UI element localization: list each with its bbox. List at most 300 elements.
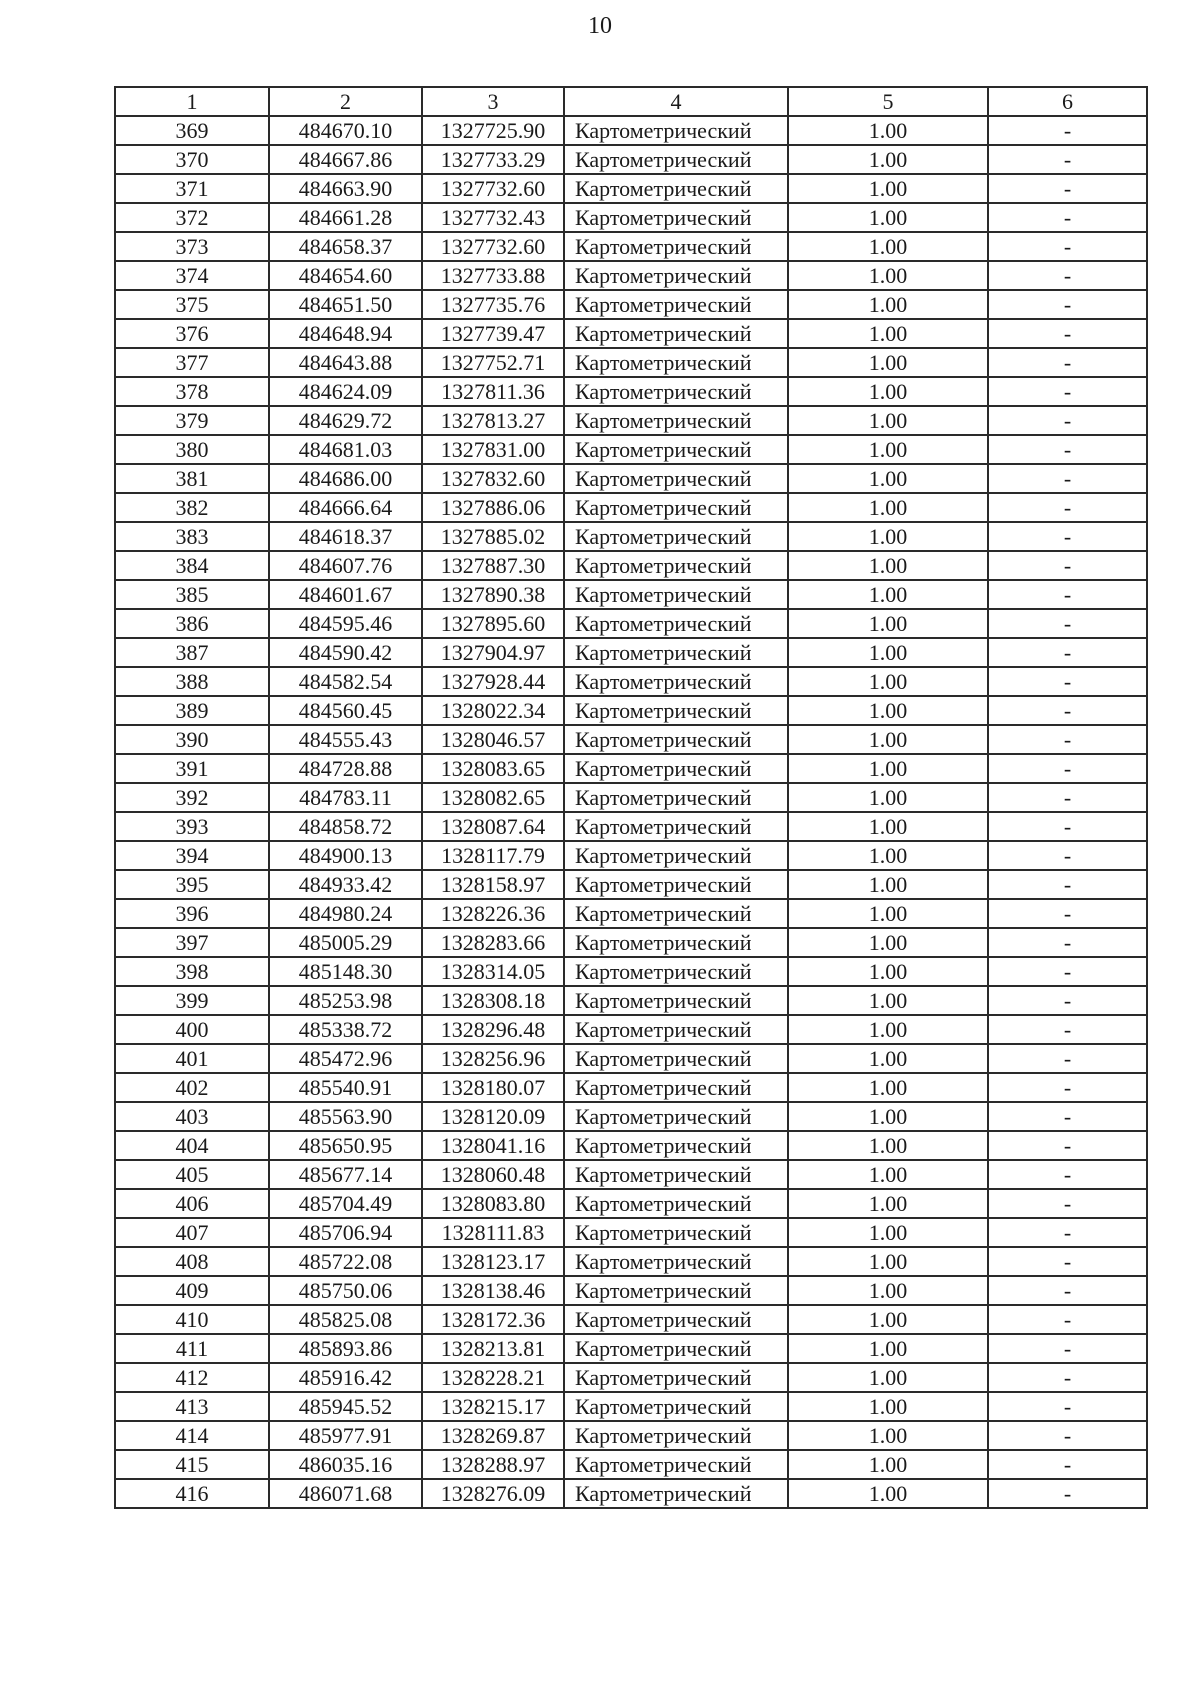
- y-coordinate-cell: 1327725.90: [422, 116, 564, 145]
- x-coordinate-cell: 485704.49: [269, 1189, 422, 1218]
- accuracy-cell: 1.00: [788, 1189, 988, 1218]
- column-header-4: 4: [564, 87, 788, 116]
- description-cell: -: [988, 754, 1147, 783]
- table-row: [115, 1421, 1147, 1450]
- description-cell: -: [988, 348, 1147, 377]
- point-number-cell: 377: [115, 348, 269, 377]
- description-cell: -: [988, 899, 1147, 928]
- y-coordinate-cell: 1327733.29: [422, 145, 564, 174]
- method-cell: Картометрический: [564, 1334, 788, 1363]
- x-coordinate-cell: 485977.91: [269, 1421, 422, 1450]
- accuracy-cell: 1.00: [788, 1392, 988, 1421]
- table-row: [115, 203, 1147, 232]
- table-row: [115, 609, 1147, 638]
- y-coordinate-cell: 1327887.30: [422, 551, 564, 580]
- point-number-cell: 415: [115, 1450, 269, 1479]
- point-number-cell: 370: [115, 145, 269, 174]
- table-row: [115, 667, 1147, 696]
- point-number-cell: 409: [115, 1276, 269, 1305]
- point-number-cell: 406: [115, 1189, 269, 1218]
- method-cell: Картометрический: [564, 174, 788, 203]
- x-coordinate-cell: 484728.88: [269, 754, 422, 783]
- x-coordinate-cell: 484667.86: [269, 145, 422, 174]
- method-cell: Картометрический: [564, 870, 788, 899]
- method-cell: Картометрический: [564, 986, 788, 1015]
- y-coordinate-cell: 1328215.17: [422, 1392, 564, 1421]
- x-coordinate-cell: 485148.30: [269, 957, 422, 986]
- coordinates-table: [114, 86, 1148, 1509]
- x-coordinate-cell: 484681.03: [269, 435, 422, 464]
- method-cell: Картометрический: [564, 1102, 788, 1131]
- method-cell: Картометрический: [564, 522, 788, 551]
- point-number-cell: 378: [115, 377, 269, 406]
- x-coordinate-cell: 484666.64: [269, 493, 422, 522]
- column-header-2: 2: [269, 87, 422, 116]
- method-cell: Картометрический: [564, 957, 788, 986]
- table-row: [115, 957, 1147, 986]
- method-cell: Картометрический: [564, 841, 788, 870]
- table-row: [115, 1363, 1147, 1392]
- x-coordinate-cell: 484595.46: [269, 609, 422, 638]
- method-cell: Картометрический: [564, 435, 788, 464]
- description-cell: -: [988, 1044, 1147, 1073]
- accuracy-cell: 1.00: [788, 986, 988, 1015]
- x-coordinate-cell: 484933.42: [269, 870, 422, 899]
- y-coordinate-cell: 1328180.07: [422, 1073, 564, 1102]
- x-coordinate-cell: 484607.76: [269, 551, 422, 580]
- description-cell: -: [988, 1450, 1147, 1479]
- table-row: [115, 754, 1147, 783]
- y-coordinate-cell: 1327831.00: [422, 435, 564, 464]
- description-cell: -: [988, 203, 1147, 232]
- table-row: [115, 290, 1147, 319]
- x-coordinate-cell: 485945.52: [269, 1392, 422, 1421]
- description-cell: -: [988, 493, 1147, 522]
- table-row: [115, 1479, 1147, 1508]
- x-coordinate-cell: 485472.96: [269, 1044, 422, 1073]
- x-coordinate-cell: 485750.06: [269, 1276, 422, 1305]
- table-row: [115, 812, 1147, 841]
- y-coordinate-cell: 1328123.17: [422, 1247, 564, 1276]
- accuracy-cell: 1.00: [788, 783, 988, 812]
- table-row: [115, 841, 1147, 870]
- point-number-cell: 381: [115, 464, 269, 493]
- x-coordinate-cell: 486071.68: [269, 1479, 422, 1508]
- method-cell: Картометрический: [564, 928, 788, 957]
- point-number-cell: 411: [115, 1334, 269, 1363]
- accuracy-cell: 1.00: [788, 696, 988, 725]
- description-cell: -: [988, 986, 1147, 1015]
- x-coordinate-cell: 484648.94: [269, 319, 422, 348]
- table-row: [115, 174, 1147, 203]
- table-row: [115, 1102, 1147, 1131]
- y-coordinate-cell: 1327895.60: [422, 609, 564, 638]
- method-cell: Картометрический: [564, 1189, 788, 1218]
- description-cell: -: [988, 1334, 1147, 1363]
- description-cell: -: [988, 696, 1147, 725]
- point-number-cell: 387: [115, 638, 269, 667]
- y-coordinate-cell: 1327904.97: [422, 638, 564, 667]
- x-coordinate-cell: 484624.09: [269, 377, 422, 406]
- x-coordinate-cell: 484783.11: [269, 783, 422, 812]
- table-row: [115, 406, 1147, 435]
- table-row: [115, 725, 1147, 754]
- x-coordinate-cell: 484643.88: [269, 348, 422, 377]
- point-number-cell: 382: [115, 493, 269, 522]
- description-cell: -: [988, 667, 1147, 696]
- method-cell: Картометрический: [564, 638, 788, 667]
- table-row: [115, 1247, 1147, 1276]
- y-coordinate-cell: 1327752.71: [422, 348, 564, 377]
- table-body: [115, 116, 1147, 1508]
- point-number-cell: 389: [115, 696, 269, 725]
- point-number-cell: 390: [115, 725, 269, 754]
- accuracy-cell: 1.00: [788, 1015, 988, 1044]
- method-cell: Картометрический: [564, 812, 788, 841]
- column-header-5: 5: [788, 87, 988, 116]
- description-cell: -: [988, 841, 1147, 870]
- description-cell: -: [988, 406, 1147, 435]
- method-cell: Картометрический: [564, 1131, 788, 1160]
- x-coordinate-cell: 484858.72: [269, 812, 422, 841]
- accuracy-cell: 1.00: [788, 1247, 988, 1276]
- method-cell: Картометрический: [564, 1363, 788, 1392]
- x-coordinate-cell: 484670.10: [269, 116, 422, 145]
- description-cell: -: [988, 522, 1147, 551]
- x-coordinate-cell: 484661.28: [269, 203, 422, 232]
- description-cell: -: [988, 232, 1147, 261]
- method-cell: Картометрический: [564, 1247, 788, 1276]
- description-cell: -: [988, 116, 1147, 145]
- method-cell: Картометрический: [564, 319, 788, 348]
- point-number-cell: 376: [115, 319, 269, 348]
- x-coordinate-cell: 486035.16: [269, 1450, 422, 1479]
- table-row: [115, 986, 1147, 1015]
- method-cell: Картометрический: [564, 1392, 788, 1421]
- description-cell: -: [988, 464, 1147, 493]
- method-cell: Картометрический: [564, 1450, 788, 1479]
- column-header-3: 3: [422, 87, 564, 116]
- y-coordinate-cell: 1327739.47: [422, 319, 564, 348]
- table-row: [115, 638, 1147, 667]
- method-cell: Картометрический: [564, 261, 788, 290]
- y-coordinate-cell: 1327890.38: [422, 580, 564, 609]
- y-coordinate-cell: 1328138.46: [422, 1276, 564, 1305]
- column-header-6: 6: [988, 87, 1147, 116]
- accuracy-cell: 1.00: [788, 1131, 988, 1160]
- table-row: [115, 1131, 1147, 1160]
- x-coordinate-cell: 484618.37: [269, 522, 422, 551]
- point-number-cell: 413: [115, 1392, 269, 1421]
- method-cell: Картометрический: [564, 754, 788, 783]
- y-coordinate-cell: 1328269.87: [422, 1421, 564, 1450]
- table-row: [115, 261, 1147, 290]
- description-cell: -: [988, 638, 1147, 667]
- point-number-cell: 372: [115, 203, 269, 232]
- y-coordinate-cell: 1327735.76: [422, 290, 564, 319]
- method-cell: Картометрический: [564, 464, 788, 493]
- accuracy-cell: 1.00: [788, 725, 988, 754]
- y-coordinate-cell: 1328296.48: [422, 1015, 564, 1044]
- y-coordinate-cell: 1328060.48: [422, 1160, 564, 1189]
- accuracy-cell: 1.00: [788, 1334, 988, 1363]
- y-coordinate-cell: 1328082.65: [422, 783, 564, 812]
- description-cell: -: [988, 145, 1147, 174]
- point-number-cell: 416: [115, 1479, 269, 1508]
- y-coordinate-cell: 1327811.36: [422, 377, 564, 406]
- y-coordinate-cell: 1327928.44: [422, 667, 564, 696]
- point-number-cell: 400: [115, 1015, 269, 1044]
- table-row: [115, 1450, 1147, 1479]
- method-cell: Картометрический: [564, 203, 788, 232]
- x-coordinate-cell: 485916.42: [269, 1363, 422, 1392]
- y-coordinate-cell: 1328111.83: [422, 1218, 564, 1247]
- y-coordinate-cell: 1327732.60: [422, 232, 564, 261]
- x-coordinate-cell: 485338.72: [269, 1015, 422, 1044]
- y-coordinate-cell: 1328158.97: [422, 870, 564, 899]
- accuracy-cell: 1.00: [788, 319, 988, 348]
- description-cell: -: [988, 1160, 1147, 1189]
- accuracy-cell: 1.00: [788, 1363, 988, 1392]
- table-row: [115, 696, 1147, 725]
- accuracy-cell: 1.00: [788, 638, 988, 667]
- point-number-cell: 388: [115, 667, 269, 696]
- point-number-cell: 392: [115, 783, 269, 812]
- point-number-cell: 402: [115, 1073, 269, 1102]
- point-number-cell: 391: [115, 754, 269, 783]
- description-cell: -: [988, 174, 1147, 203]
- x-coordinate-cell: 485563.90: [269, 1102, 422, 1131]
- table-row: [115, 1044, 1147, 1073]
- accuracy-cell: 1.00: [788, 841, 988, 870]
- table-row: [115, 928, 1147, 957]
- point-number-cell: 385: [115, 580, 269, 609]
- x-coordinate-cell: 485893.86: [269, 1334, 422, 1363]
- accuracy-cell: 1.00: [788, 870, 988, 899]
- accuracy-cell: 1.00: [788, 145, 988, 174]
- y-coordinate-cell: 1328213.81: [422, 1334, 564, 1363]
- x-coordinate-cell: 484980.24: [269, 899, 422, 928]
- method-cell: Картометрический: [564, 1073, 788, 1102]
- method-cell: Картометрический: [564, 580, 788, 609]
- accuracy-cell: 1.00: [788, 812, 988, 841]
- x-coordinate-cell: 485253.98: [269, 986, 422, 1015]
- y-coordinate-cell: 1328308.18: [422, 986, 564, 1015]
- description-cell: -: [988, 319, 1147, 348]
- accuracy-cell: 1.00: [788, 290, 988, 319]
- description-cell: -: [988, 1247, 1147, 1276]
- description-cell: -: [988, 435, 1147, 464]
- method-cell: Картометрический: [564, 290, 788, 319]
- table-row: [115, 493, 1147, 522]
- description-cell: -: [988, 1015, 1147, 1044]
- x-coordinate-cell: 485722.08: [269, 1247, 422, 1276]
- method-cell: Картометрический: [564, 348, 788, 377]
- accuracy-cell: 1.00: [788, 174, 988, 203]
- y-coordinate-cell: 1328226.36: [422, 899, 564, 928]
- point-number-cell: 408: [115, 1247, 269, 1276]
- x-coordinate-cell: 484651.50: [269, 290, 422, 319]
- accuracy-cell: 1.00: [788, 957, 988, 986]
- accuracy-cell: 1.00: [788, 928, 988, 957]
- point-number-cell: 394: [115, 841, 269, 870]
- method-cell: Картометрический: [564, 1421, 788, 1450]
- method-cell: Картометрический: [564, 725, 788, 754]
- table-row: [115, 783, 1147, 812]
- method-cell: Картометрический: [564, 783, 788, 812]
- accuracy-cell: 1.00: [788, 1479, 988, 1508]
- method-cell: Картометрический: [564, 116, 788, 145]
- accuracy-cell: 1.00: [788, 754, 988, 783]
- method-cell: Картометрический: [564, 232, 788, 261]
- description-cell: -: [988, 725, 1147, 754]
- y-coordinate-cell: 1328046.57: [422, 725, 564, 754]
- point-number-cell: 405: [115, 1160, 269, 1189]
- point-number-cell: 369: [115, 116, 269, 145]
- y-coordinate-cell: 1328256.96: [422, 1044, 564, 1073]
- description-cell: -: [988, 1102, 1147, 1131]
- accuracy-cell: 1.00: [788, 1450, 988, 1479]
- y-coordinate-cell: 1327832.60: [422, 464, 564, 493]
- table-row: [115, 464, 1147, 493]
- y-coordinate-cell: 1328083.65: [422, 754, 564, 783]
- description-cell: -: [988, 1073, 1147, 1102]
- table-row: [115, 899, 1147, 928]
- y-coordinate-cell: 1328087.64: [422, 812, 564, 841]
- description-cell: -: [988, 1218, 1147, 1247]
- description-cell: -: [988, 377, 1147, 406]
- table-header-row: [115, 87, 1147, 116]
- y-coordinate-cell: 1328120.09: [422, 1102, 564, 1131]
- description-cell: -: [988, 957, 1147, 986]
- description-cell: -: [988, 1421, 1147, 1450]
- method-cell: Картометрический: [564, 493, 788, 522]
- point-number-cell: 404: [115, 1131, 269, 1160]
- x-coordinate-cell: 485650.95: [269, 1131, 422, 1160]
- y-coordinate-cell: 1328172.36: [422, 1305, 564, 1334]
- accuracy-cell: 1.00: [788, 348, 988, 377]
- table-row: [115, 1305, 1147, 1334]
- table-row: [115, 377, 1147, 406]
- x-coordinate-cell: 484663.90: [269, 174, 422, 203]
- y-coordinate-cell: 1327886.06: [422, 493, 564, 522]
- table-row: [115, 319, 1147, 348]
- x-coordinate-cell: 484658.37: [269, 232, 422, 261]
- accuracy-cell: 1.00: [788, 551, 988, 580]
- description-cell: -: [988, 261, 1147, 290]
- y-coordinate-cell: 1328117.79: [422, 841, 564, 870]
- point-number-cell: 371: [115, 174, 269, 203]
- x-coordinate-cell: 484629.72: [269, 406, 422, 435]
- point-number-cell: 410: [115, 1305, 269, 1334]
- table-row: [115, 145, 1147, 174]
- accuracy-cell: 1.00: [788, 667, 988, 696]
- point-number-cell: 386: [115, 609, 269, 638]
- description-cell: -: [988, 1276, 1147, 1305]
- method-cell: Картометрический: [564, 696, 788, 725]
- point-number-cell: 401: [115, 1044, 269, 1073]
- accuracy-cell: 1.00: [788, 1160, 988, 1189]
- table-row: [115, 870, 1147, 899]
- y-coordinate-cell: 1328022.34: [422, 696, 564, 725]
- description-cell: -: [988, 580, 1147, 609]
- method-cell: Картометрический: [564, 1218, 788, 1247]
- accuracy-cell: 1.00: [788, 1305, 988, 1334]
- method-cell: Картометрический: [564, 899, 788, 928]
- x-coordinate-cell: 484601.67: [269, 580, 422, 609]
- y-coordinate-cell: 1328283.66: [422, 928, 564, 957]
- table-row: [115, 1073, 1147, 1102]
- method-cell: Картометрический: [564, 145, 788, 174]
- table-row: [115, 1015, 1147, 1044]
- accuracy-cell: 1.00: [788, 1073, 988, 1102]
- y-coordinate-cell: 1327885.02: [422, 522, 564, 551]
- x-coordinate-cell: 485540.91: [269, 1073, 422, 1102]
- y-coordinate-cell: 1328288.97: [422, 1450, 564, 1479]
- x-coordinate-cell: 484686.00: [269, 464, 422, 493]
- description-cell: -: [988, 870, 1147, 899]
- point-number-cell: 403: [115, 1102, 269, 1131]
- description-cell: -: [988, 290, 1147, 319]
- point-number-cell: 397: [115, 928, 269, 957]
- y-coordinate-cell: 1328041.16: [422, 1131, 564, 1160]
- method-cell: Картометрический: [564, 1479, 788, 1508]
- table-row: [115, 348, 1147, 377]
- x-coordinate-cell: 484590.42: [269, 638, 422, 667]
- accuracy-cell: 1.00: [788, 116, 988, 145]
- point-number-cell: 375: [115, 290, 269, 319]
- method-cell: Картометрический: [564, 1160, 788, 1189]
- method-cell: Картометрический: [564, 551, 788, 580]
- x-coordinate-cell: 485825.08: [269, 1305, 422, 1334]
- accuracy-cell: 1.00: [788, 232, 988, 261]
- method-cell: Картометрический: [564, 1015, 788, 1044]
- point-number-cell: 398: [115, 957, 269, 986]
- y-coordinate-cell: 1327733.88: [422, 261, 564, 290]
- description-cell: -: [988, 1131, 1147, 1160]
- accuracy-cell: 1.00: [788, 1421, 988, 1450]
- point-number-cell: 393: [115, 812, 269, 841]
- point-number-cell: 412: [115, 1363, 269, 1392]
- point-number-cell: 383: [115, 522, 269, 551]
- method-cell: Картометрический: [564, 1305, 788, 1334]
- accuracy-cell: 1.00: [788, 493, 988, 522]
- accuracy-cell: 1.00: [788, 406, 988, 435]
- description-cell: -: [988, 1305, 1147, 1334]
- table-row: [115, 551, 1147, 580]
- accuracy-cell: 1.00: [788, 1044, 988, 1073]
- table-row: [115, 435, 1147, 464]
- table-row: [115, 1160, 1147, 1189]
- description-cell: -: [988, 1392, 1147, 1421]
- x-coordinate-cell: 484560.45: [269, 696, 422, 725]
- table-row: [115, 1392, 1147, 1421]
- accuracy-cell: 1.00: [788, 1102, 988, 1131]
- table-row: [115, 1334, 1147, 1363]
- y-coordinate-cell: 1328083.80: [422, 1189, 564, 1218]
- accuracy-cell: 1.00: [788, 1276, 988, 1305]
- description-cell: -: [988, 551, 1147, 580]
- description-cell: -: [988, 1479, 1147, 1508]
- y-coordinate-cell: 1328228.21: [422, 1363, 564, 1392]
- y-coordinate-cell: 1328276.09: [422, 1479, 564, 1508]
- description-cell: -: [988, 1363, 1147, 1392]
- table-row: [115, 1218, 1147, 1247]
- description-cell: -: [988, 783, 1147, 812]
- accuracy-cell: 1.00: [788, 203, 988, 232]
- table-row: [115, 580, 1147, 609]
- y-coordinate-cell: 1327732.60: [422, 174, 564, 203]
